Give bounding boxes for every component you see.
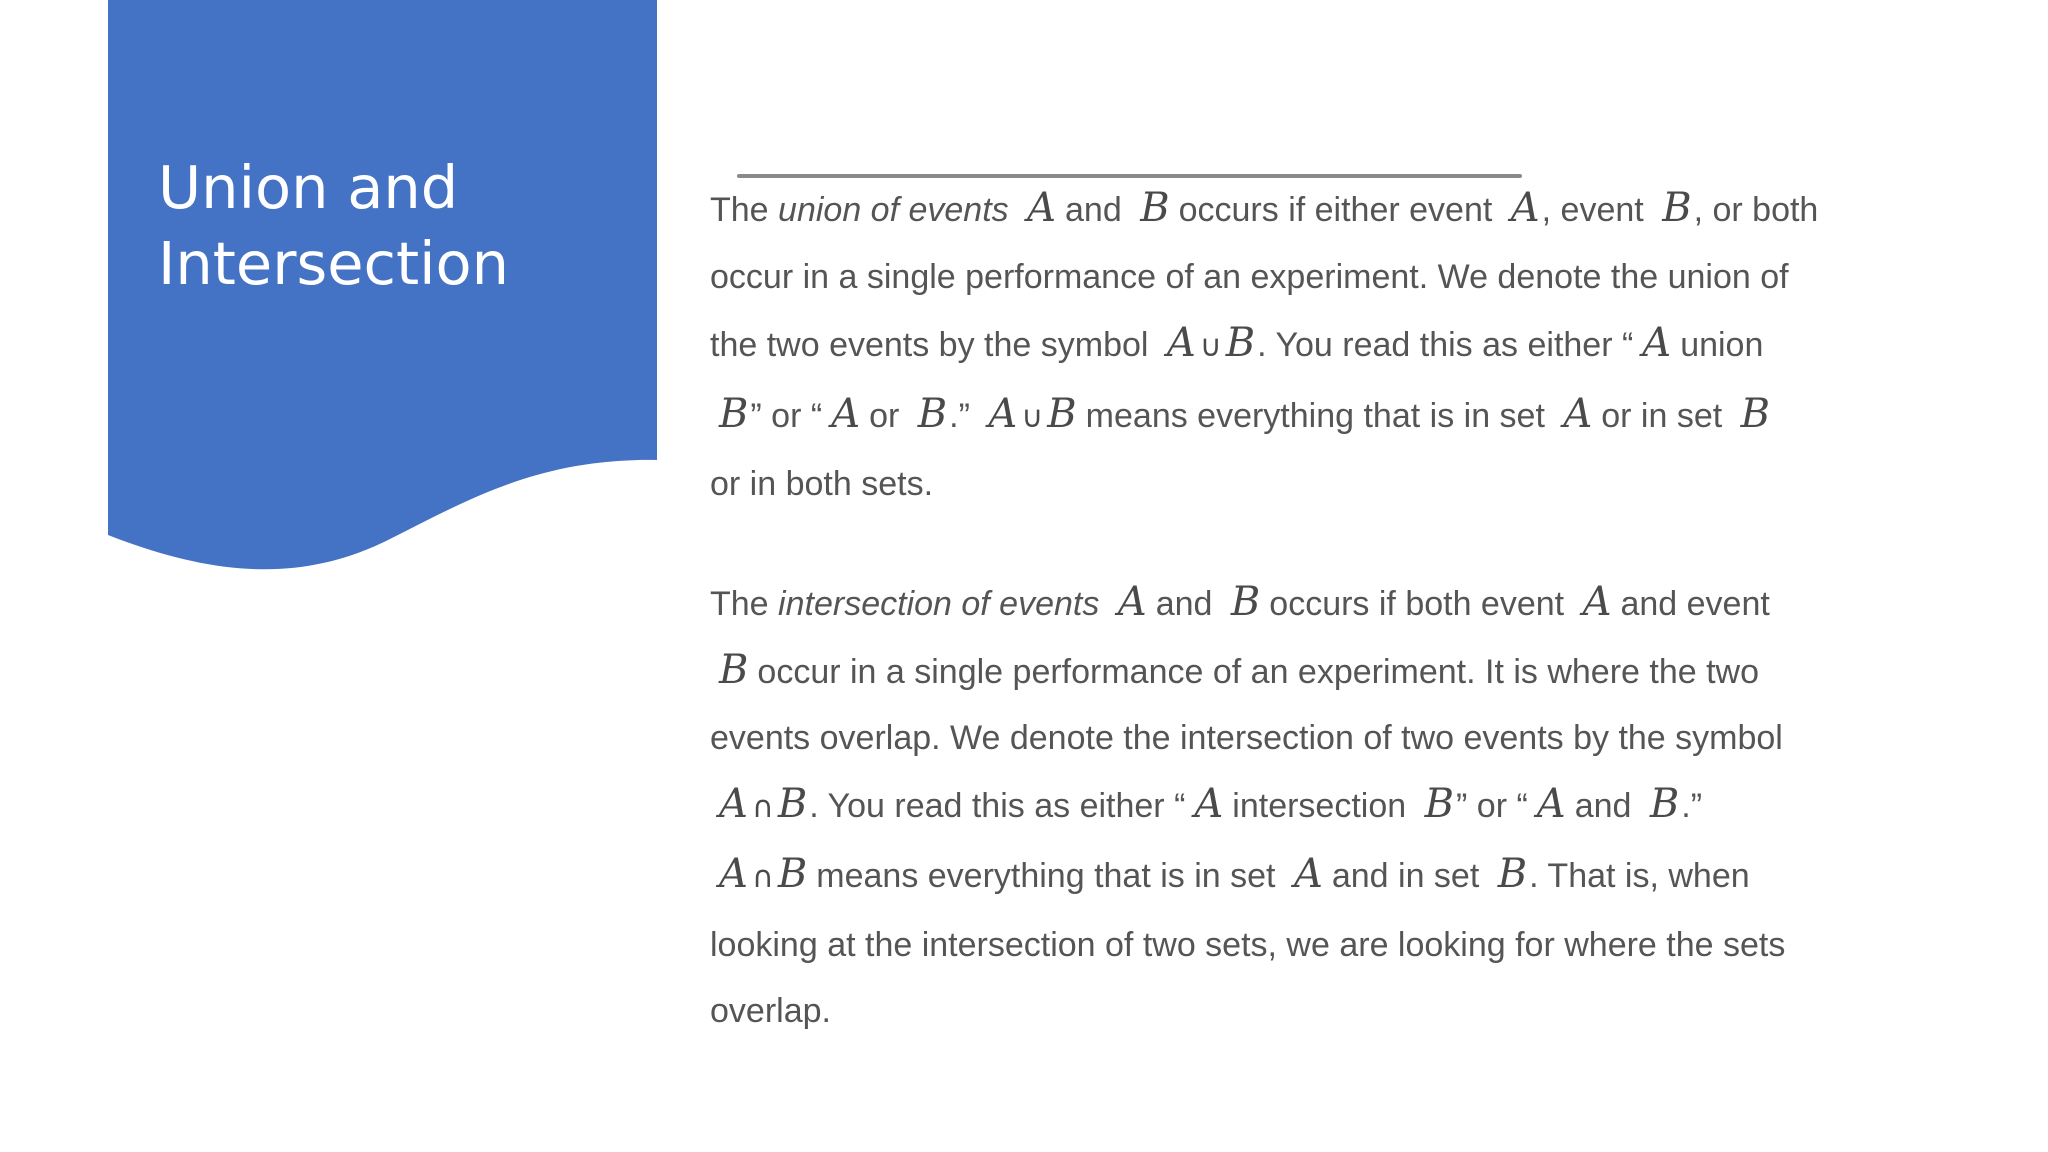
symbol-a: A xyxy=(1117,578,1147,625)
intersection-line-3-text: events overlap. We denote the intersection of two events by the symbol xyxy=(710,718,1783,757)
symbol-a: A xyxy=(1563,390,1593,437)
union-the-text: The xyxy=(710,191,769,229)
symbol-b: B xyxy=(1662,185,1692,231)
intersection-and-word-text: and xyxy=(1574,787,1632,826)
intersection-of-events-term: intersection of events xyxy=(778,584,1100,623)
intersection-definition-paragraph xyxy=(710,569,1960,1044)
intersection-occur-single-text: occur in a single performance of an experiment. It is where the two xyxy=(757,652,1760,691)
union-comma-or-both-text: , or both xyxy=(1693,191,1819,229)
symbol-a: A xyxy=(1536,781,1566,828)
symbol-b: B xyxy=(1497,851,1528,898)
union-means-text: means everything that is in set xyxy=(1085,396,1545,435)
symbol-a: A xyxy=(1642,320,1672,366)
union-occurs-either-text: occurs if either event xyxy=(1178,191,1493,229)
symbol-a: A xyxy=(1582,578,1612,625)
union-and-text: and xyxy=(1065,191,1122,229)
intersection-and-text: and xyxy=(1155,584,1213,623)
union-of-events-term: union of events xyxy=(778,191,1009,229)
symbol-b: B xyxy=(1424,781,1455,828)
intersection-word-text: intersection xyxy=(1232,787,1407,826)
intersection-quote-or-text: ” or “ xyxy=(1456,787,1528,826)
intersection-close-quote-text: .” xyxy=(1681,787,1703,826)
symbol-a: A xyxy=(1027,185,1057,231)
slide-title-line-1: Union and xyxy=(158,153,459,222)
union-or-word-text: or xyxy=(869,396,900,435)
symbol-b: B xyxy=(777,851,808,898)
intersection-line-7-text: overlap. xyxy=(710,991,831,1030)
intersection-and-in-set-text: and in set xyxy=(1331,857,1480,896)
symbol-b: B xyxy=(917,390,948,437)
union-definition-paragraph xyxy=(710,175,1960,518)
union-word-text: union xyxy=(1680,326,1764,364)
union-or-in-set-text: or in set xyxy=(1601,396,1723,435)
symbol-b: B xyxy=(1225,320,1256,366)
slide-title xyxy=(158,150,628,302)
intersection-the-text: The xyxy=(710,584,769,623)
symbol-a: A xyxy=(1510,185,1540,231)
symbol-b: B xyxy=(719,390,749,437)
symbol-a: A xyxy=(988,390,1018,437)
union-final-text: or in both sets. xyxy=(710,465,934,503)
union-read-as-text: . You read this as either “ xyxy=(1257,326,1634,364)
symbol-b: B xyxy=(1140,185,1170,231)
intersection-that-is-text: . That is, when xyxy=(1529,857,1750,896)
intersection-symbol: ∩ xyxy=(751,790,774,826)
symbol-b: B xyxy=(1047,390,1077,437)
symbol-b: B xyxy=(1740,390,1771,437)
symbol-a: A xyxy=(719,851,748,898)
symbol-b: B xyxy=(1230,578,1261,625)
union-line-3-text: the two events by the symbol xyxy=(710,326,1149,364)
union-line-2-text: occur in a single performance of an experiment. We denote the union of xyxy=(710,257,1789,296)
union-symbol: ∪ xyxy=(1021,399,1044,435)
union-close-quote-text: .” xyxy=(949,396,970,435)
slide-title-line-2: Intersection xyxy=(158,229,509,298)
intersection-read-as-text: . You read this as either “ xyxy=(809,787,1186,826)
intersection-means-text: means everything that is in set xyxy=(816,857,1276,896)
intersection-line-6-text: looking at the intersection of two sets, we are looking for where the sets xyxy=(710,925,1786,964)
union-comma-event-text: , event xyxy=(1541,191,1644,229)
symbol-a: A xyxy=(1194,781,1224,828)
intersection-and-event-text: and event xyxy=(1620,584,1770,623)
union-symbol: ∪ xyxy=(1199,329,1222,364)
intersection-occurs-both-text: occurs if both event xyxy=(1269,584,1565,623)
union-quote-or-text: ” or “ xyxy=(750,396,823,435)
symbol-b: B xyxy=(777,781,808,828)
symbol-b: B xyxy=(719,646,749,693)
symbol-b: B xyxy=(1649,781,1680,828)
symbol-a: A xyxy=(831,390,861,437)
intersection-symbol: ∩ xyxy=(751,860,774,896)
symbol-a: A xyxy=(719,781,748,828)
symbol-a: A xyxy=(1293,851,1323,898)
symbol-a: A xyxy=(1166,320,1196,366)
definitions-text xyxy=(710,175,1960,1044)
